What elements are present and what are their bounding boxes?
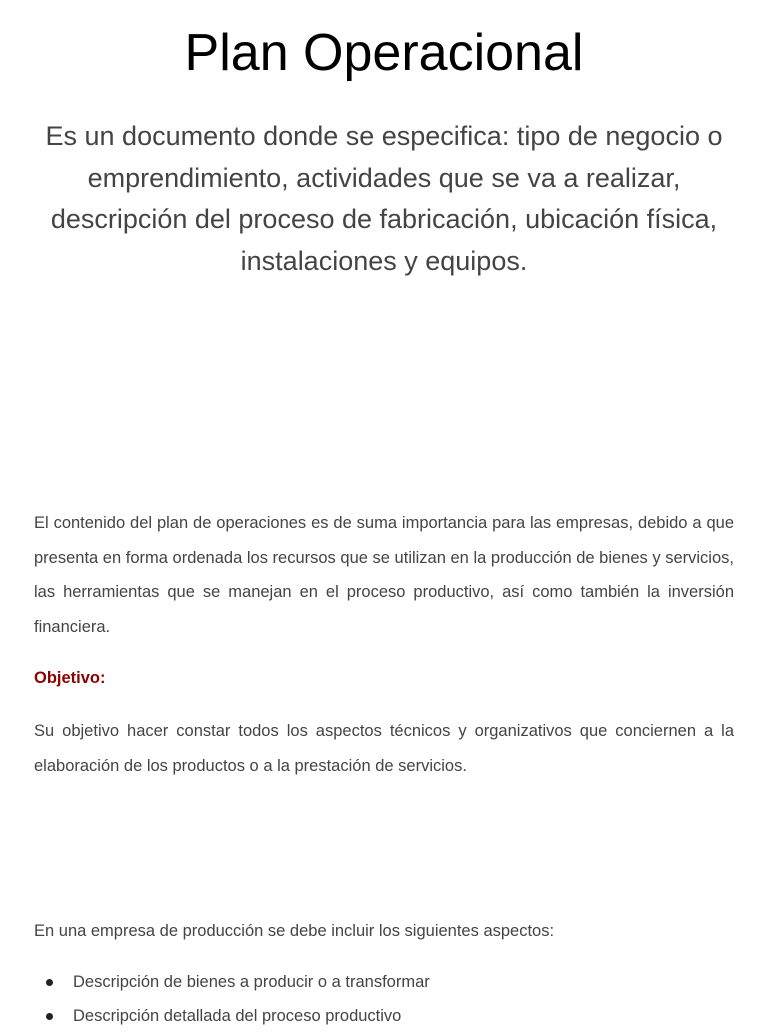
- list-item-text: Descripción de bienes a producir o a transformar: [73, 973, 430, 991]
- objective-paragraph: Su objetivo hacer constar todos los aspectos técnicos y organizativos que conciernen a la elaboración de los productos o a la prestación de servicios.: [34, 714, 734, 783]
- aspects-list: [34, 966, 734, 1033]
- intro-paragraph: El contenido del plan de operaciones es de suma importancia para las empresas, debido a que presenta en forma ordenada los recursos que se utilizan en la producción de bienes y servicios, las herramientas que se manejan en el proceso productivo, así como también la inversión financiera.: [34, 506, 734, 644]
- list-item: [34, 1000, 734, 1033]
- objective-heading: Objetivo:: [34, 664, 106, 692]
- page-title: Plan Operacional: [0, 22, 768, 84]
- page-subtitle: Es un documento donde se especifica: tipo de negocio o emprendimiento, actividades que se va a realizar, descripción del proceso de fabricación, ubicación física, instalaciones y equipos.: [30, 116, 738, 282]
- bullet-icon: [46, 1013, 53, 1020]
- list-item-text: Descripción detallada del proceso productivo: [73, 1007, 401, 1025]
- list-item: [34, 966, 734, 1000]
- list-intro-paragraph: En una empresa de producción se debe incluir los siguientes aspectos:: [34, 914, 734, 949]
- bullet-icon: [46, 979, 53, 986]
